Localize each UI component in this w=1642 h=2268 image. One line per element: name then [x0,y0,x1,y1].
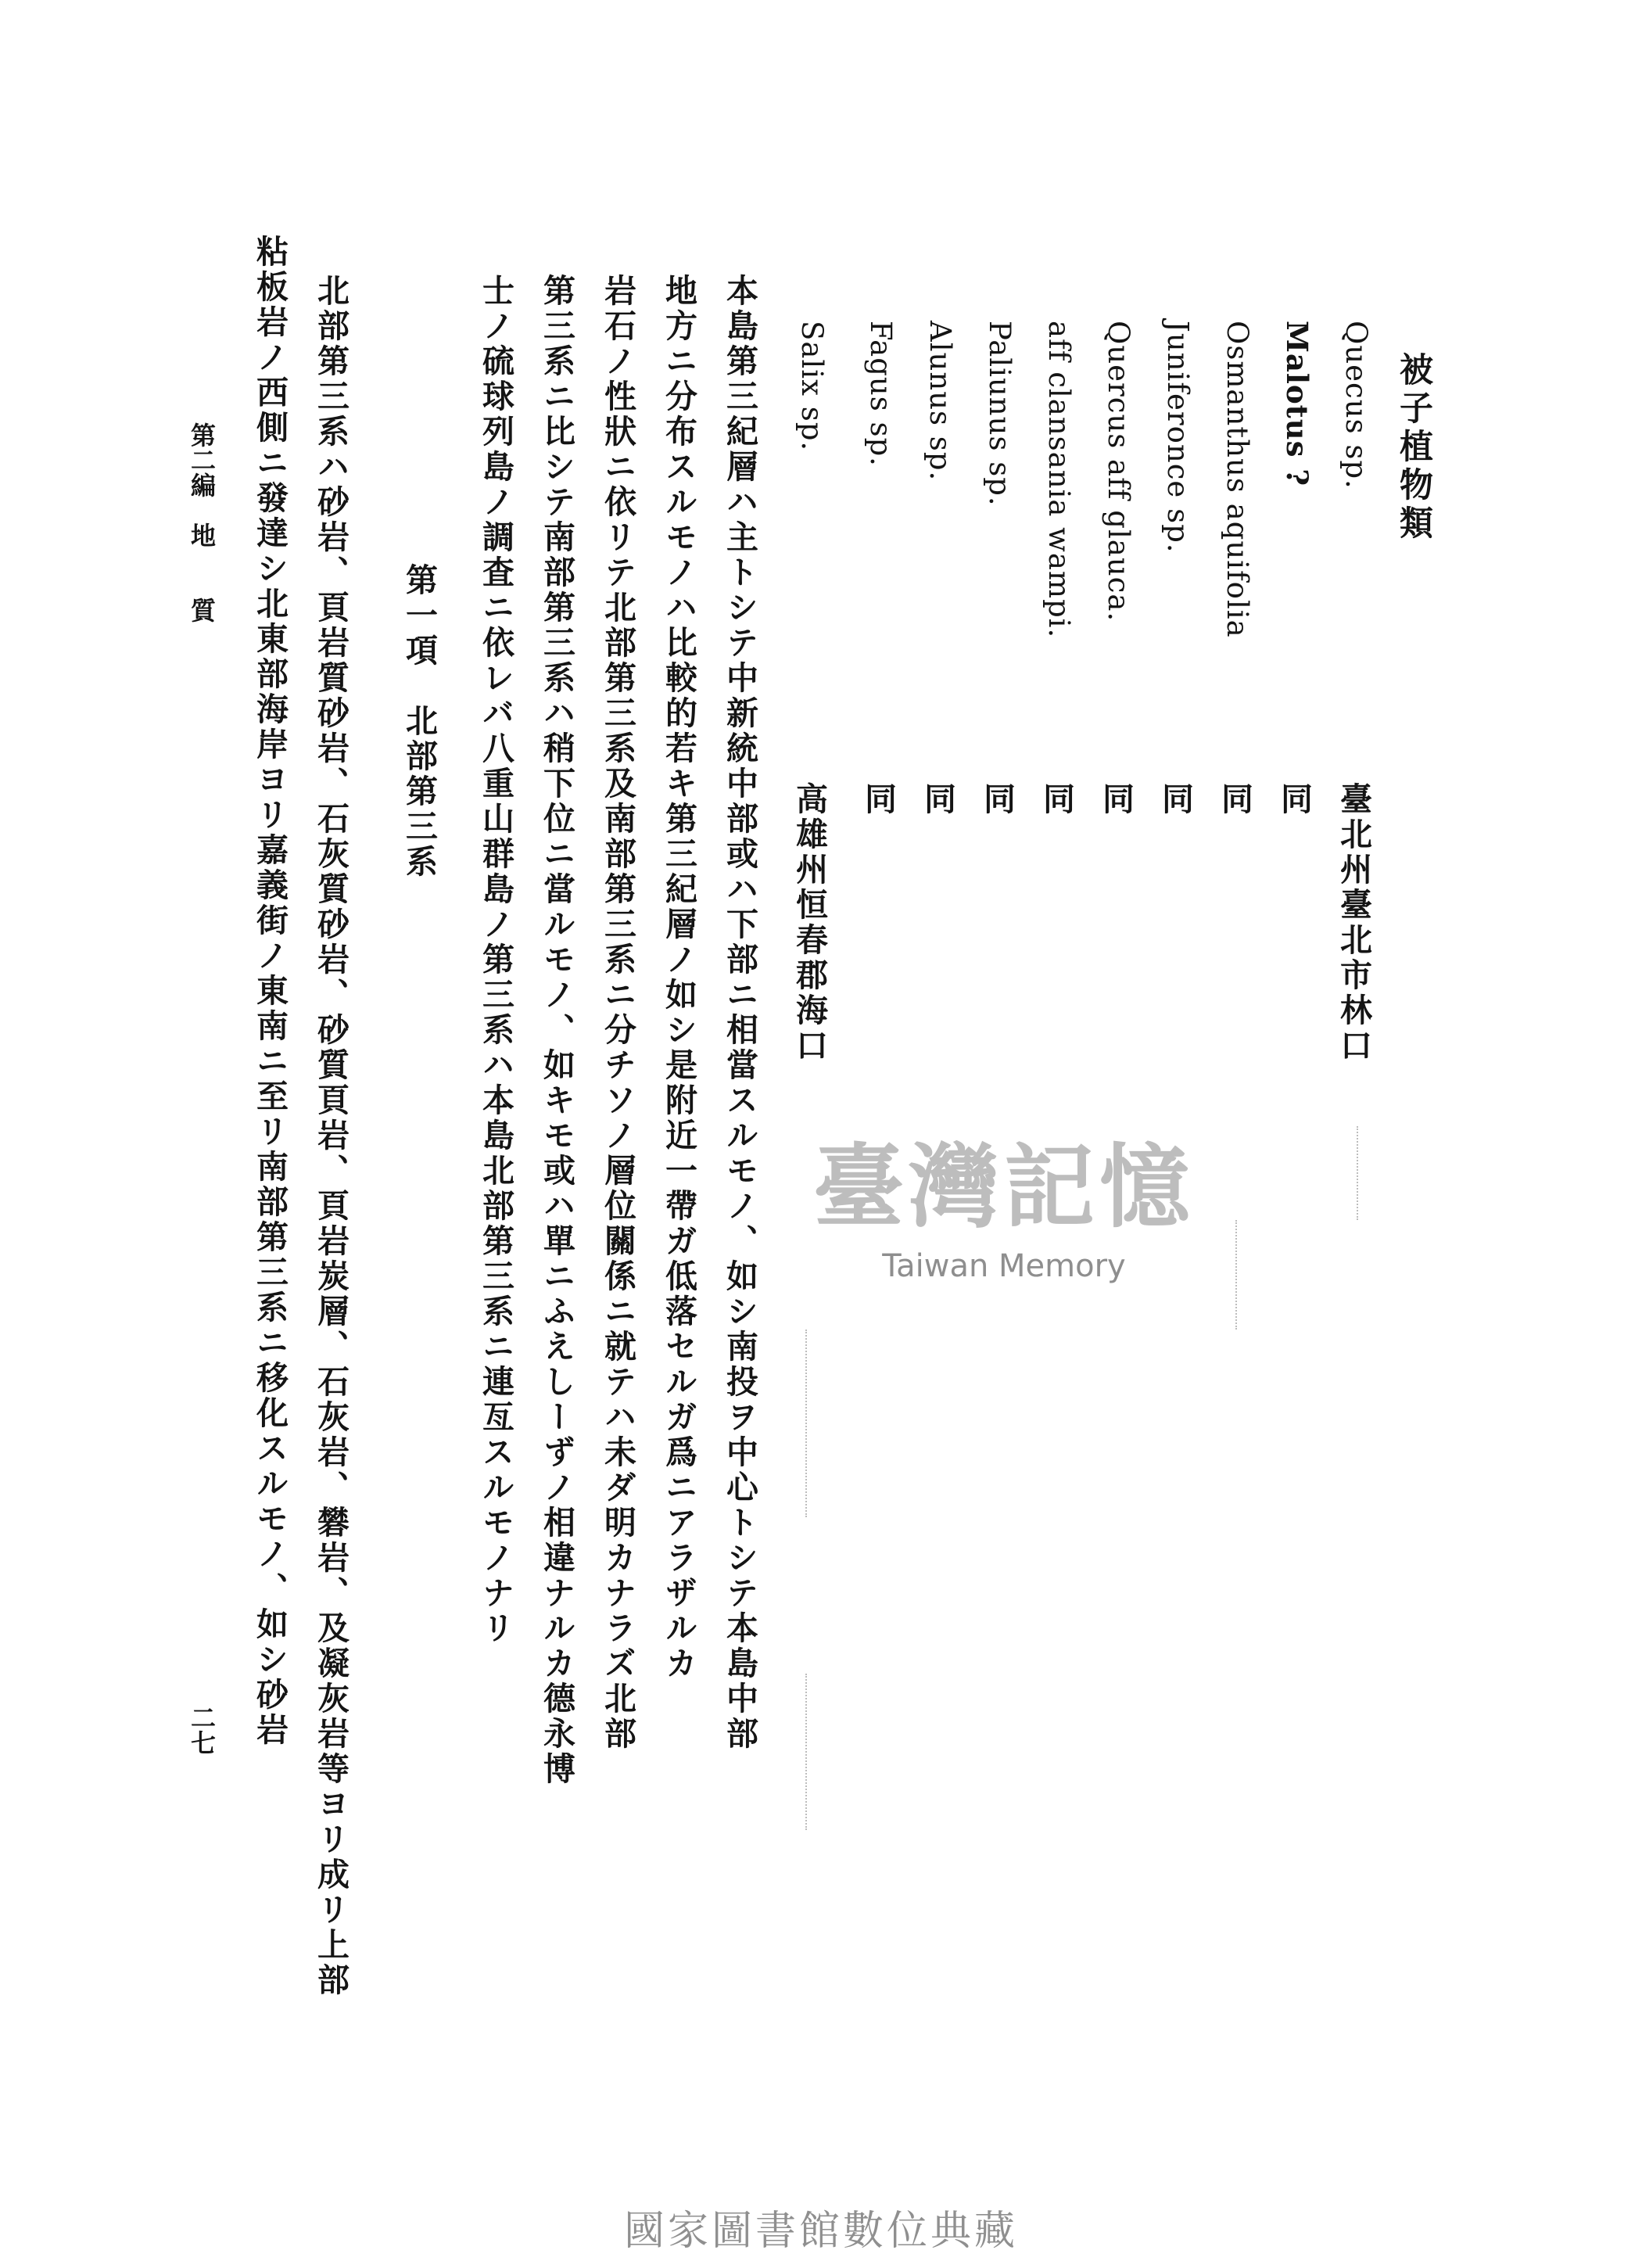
library-credit: 國家圖書館數位典藏 [623,2208,1018,2255]
plant-locality: 臺北州臺北市林口 [1335,782,1372,1064]
plant-name: aff clansania wampi. [1042,321,1076,639]
plant-locality: 同 [1097,782,1135,817]
plant-locality: 同 [1216,782,1253,817]
plant-locality: 同 [859,782,897,817]
paragraph-line: 粘板岩ノ西側ニ發達シ北東部海岸ヨリ嘉義街ノ東南ニ至リ南部第三系ニ移化スルモノ、如シ砂岩 [251,235,289,1748]
watermark-chinese: 臺灣記憶 [813,1134,1195,1240]
plant-locality: 同 [919,782,956,817]
plant-locality: 同 [978,782,1016,817]
leader-line [1235,1220,1237,1330]
leader-line [1357,1126,1358,1220]
plant-name: Osmanthus aquifolia [1221,321,1254,638]
paragraph-line: 岩石ノ性狀ニ依リテ北部第三系及南部第三系ニ分チソノ層位關係ニ就テハ未ダ明カナラズ北部 [599,274,636,1752]
plant-locality: 高雄州恒春郡海口 [791,782,828,1064]
plant-name: Alunus sp. [923,321,957,482]
section-heading: 被子植物類 [1394,352,1433,544]
plant-locality: 同 [1038,782,1075,817]
plant-name: Malotus ? [1280,321,1314,487]
plant-name: Fagus sp. [864,321,898,467]
leader-line [805,1330,807,1517]
plant-name: Quercus aff glauca. [1102,321,1135,623]
plant-name: Salix sp. [795,321,829,452]
plant-locality: 同 [1156,782,1194,817]
plant-locality: 同 [1275,782,1313,817]
running-header: 第二編 地 質 [187,422,217,623]
paragraph-line: 本島第三紀層ハ主トシテ中新統中部或ハ下部ニ相當スルモノ、如シ南投ヲ中心トシテ本島中部 [721,274,758,1752]
paragraph-line: 士ノ硫球列島ノ調査ニ依レバ八重山群島ノ第三系ハ本島北部第三系ニ連亙スルモノナリ [477,274,514,1646]
page-number: 二七 [187,1705,217,1755]
subsection-heading: 第一項 北部第三系 [400,563,438,880]
plant-name: Juniferonce sp. [1161,321,1195,554]
paragraph-line: 地方ニ分布スルモノハ比較的若キ第三紀層ノ如シ是附近一帶ガ低落セルガ爲ニアラザルカ [660,274,697,1681]
paragraph-line: 北部第三系ハ砂岩、頁岩質砂岩、石灰質砂岩、砂質頁岩、頁岩炭層、石灰岩、礬岩、及凝灰岩等ヨリ成リ上部 [312,274,350,1998]
plant-name: Quecus sp. [1339,321,1373,490]
plant-name: Paliunus sp. [983,321,1016,507]
watermark [813,1114,1195,1284]
watermark-english: Taiwan Memory [882,1248,1126,1284]
paragraph-line: 第三系ニ比シテ南部第三系ハ稍下位ニ當ルモノ、如キモ或ハ單ニふえしーずノ相違ナルカ德永博 [538,274,575,1787]
leader-line [805,1674,807,1830]
